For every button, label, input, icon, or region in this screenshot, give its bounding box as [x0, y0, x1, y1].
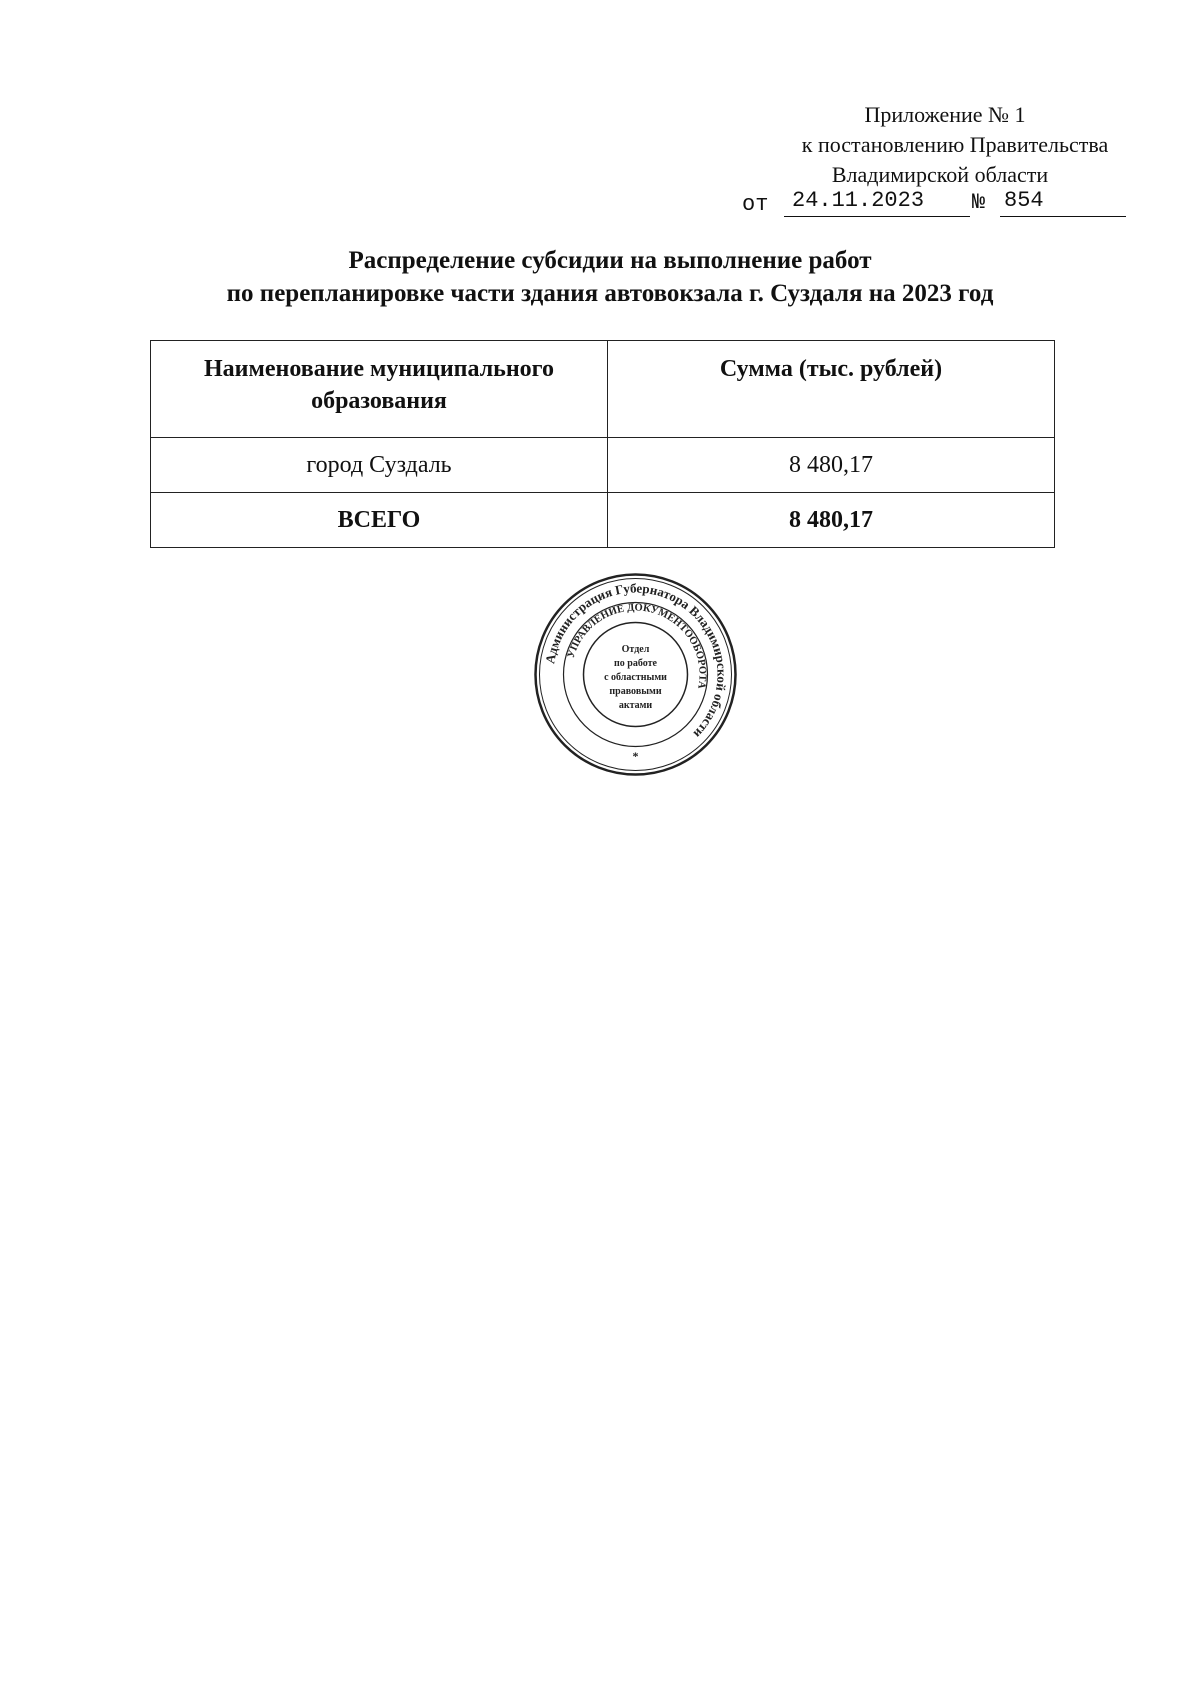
header-municipality: Наименование муниципального образования [151, 341, 608, 438]
seal-center-2: по работе [614, 658, 657, 669]
table-header-row [151, 341, 1055, 438]
official-seal [533, 572, 738, 777]
appendix-number: Приложение № 1 [864, 102, 1026, 127]
resolution-date-number [742, 188, 1122, 222]
title-line-1: Распределение субсидии на выполнение работ [348, 247, 872, 274]
table-row [151, 438, 1055, 493]
appendix-header [700, 100, 1120, 190]
seal-center-5: актами [618, 700, 653, 711]
cell-total-amount: 8 480,17 [608, 493, 1055, 548]
resolution-number: 854 [1000, 188, 1126, 217]
appendix-resolution-ref: к постановлению Правительства [801, 132, 1109, 157]
seal-icon [533, 572, 738, 777]
table-total-row [151, 493, 1055, 548]
cell-total-label: ВСЕГО [151, 493, 608, 548]
seal-outer-text: Администрация Губернатора Владимирской области [542, 580, 730, 742]
seal-center-1: Отдел [621, 644, 650, 655]
resolution-date: 24.11.2023 [784, 188, 970, 217]
seal-inner-text: УПРАВЛЕНИЕ ДОКУМЕНТООБОРОТА [565, 602, 708, 690]
cell-municipality: город Суздаль [151, 438, 608, 493]
appendix-region: Владимирской области [831, 162, 1049, 187]
seal-star: * [632, 749, 639, 763]
title-line-2: по перепланировке части здания автовокзала г. Суздаля на 2023 год [226, 280, 994, 307]
seal-center-4: правовыми [609, 686, 662, 697]
cell-amount: 8 480,17 [608, 438, 1055, 493]
number-sign: № [972, 190, 986, 215]
date-prefix: от [742, 192, 769, 217]
seal-center-3: с областными [604, 672, 667, 683]
subsidy-table [150, 340, 1055, 548]
header-amount: Сумма (тыс. рублей) [608, 341, 1055, 438]
document-title [150, 244, 1070, 310]
